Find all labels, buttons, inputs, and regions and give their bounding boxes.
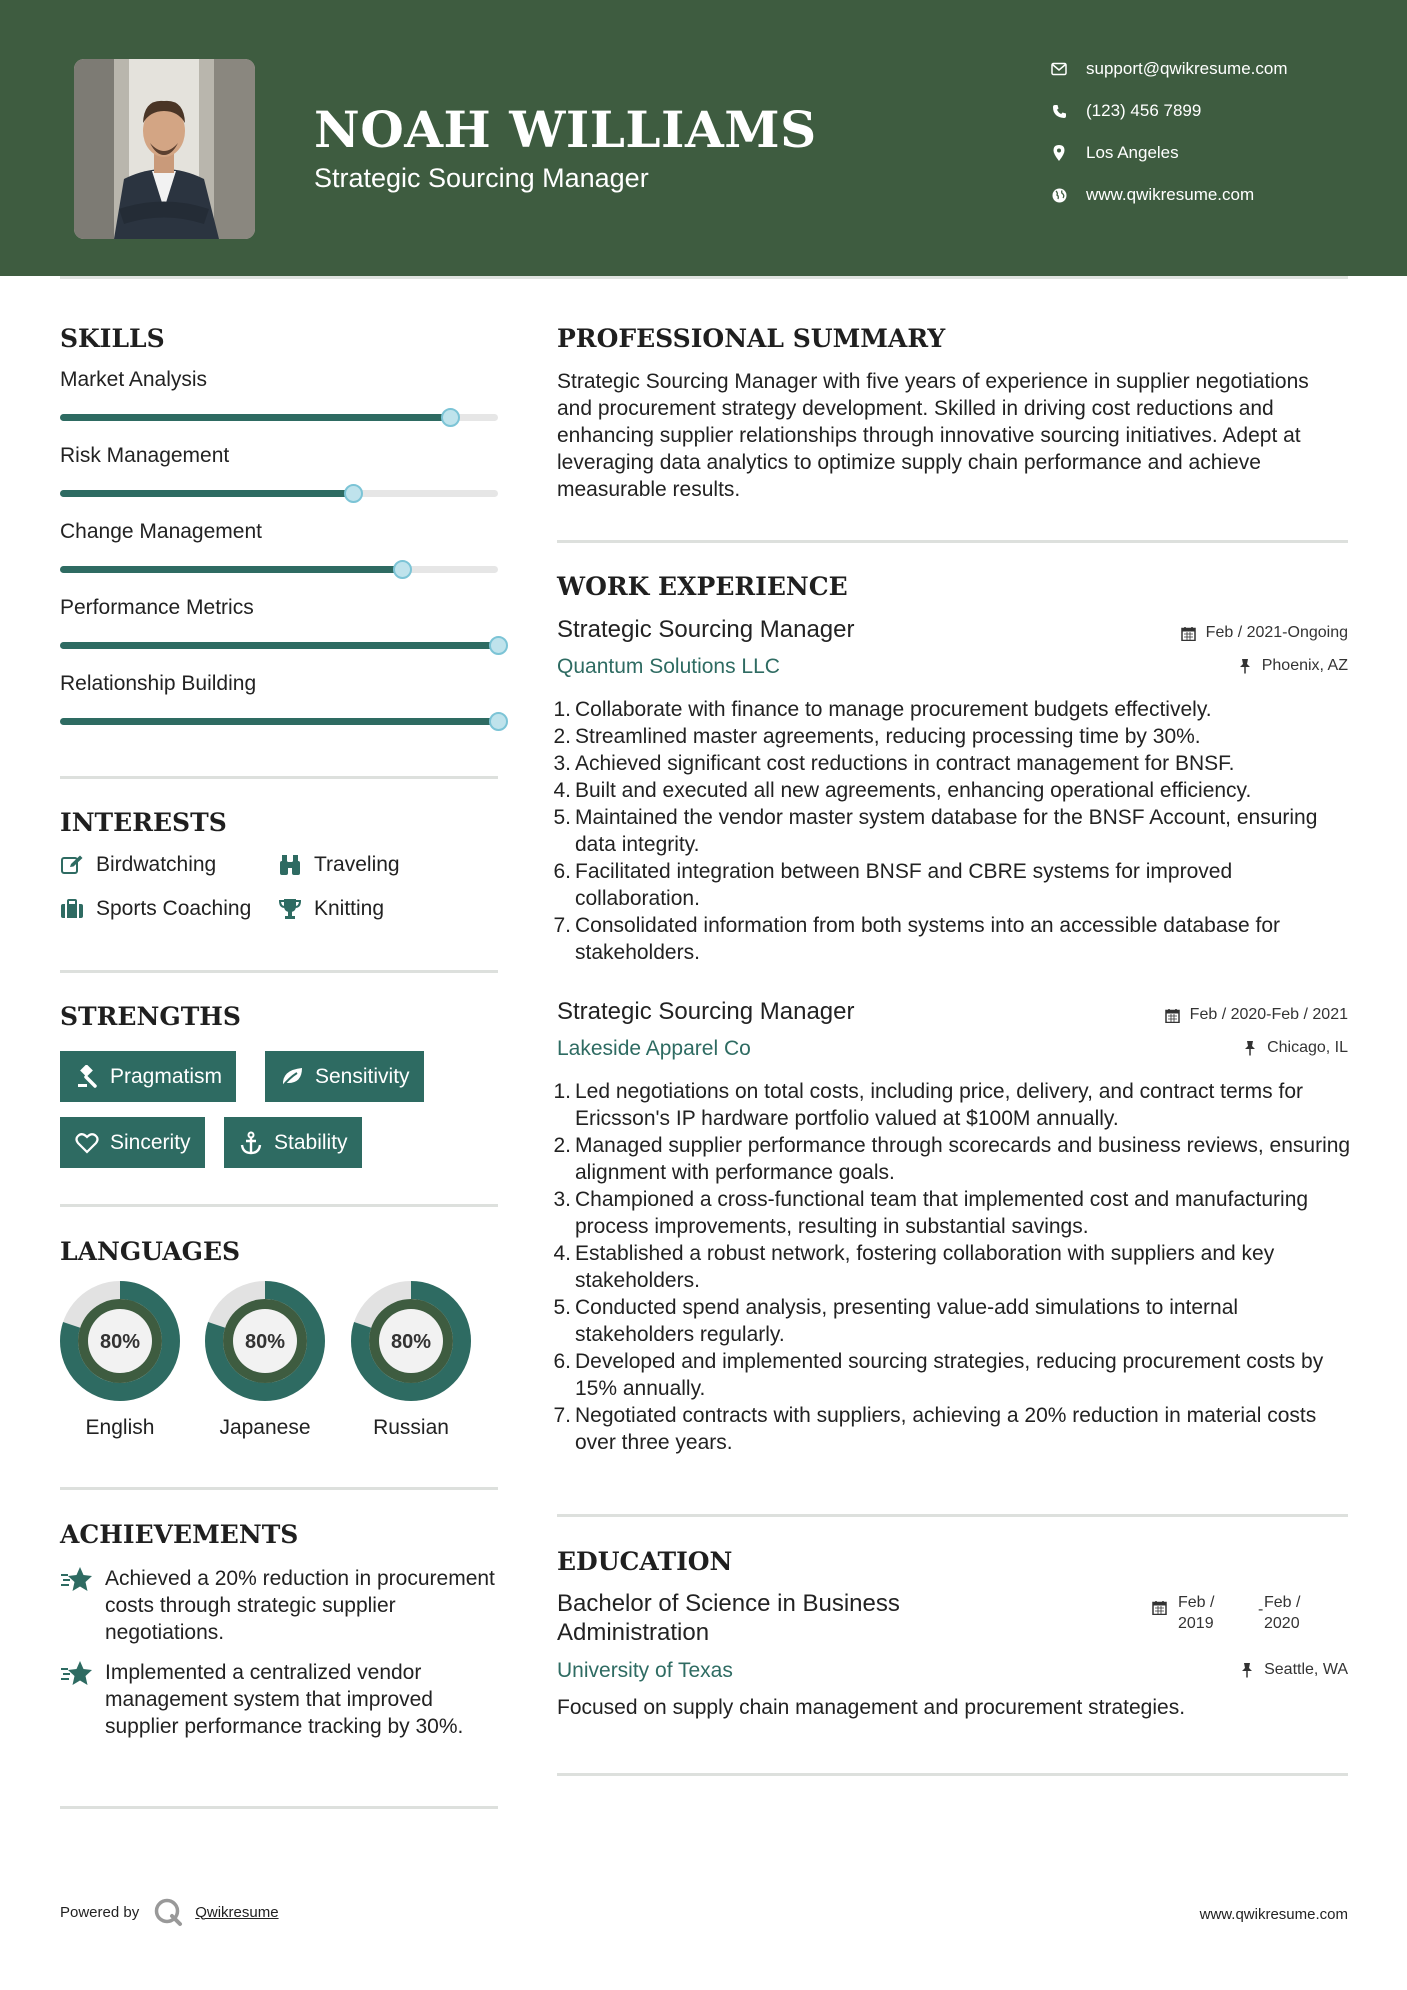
job-location bbox=[1241, 1039, 1348, 1057]
job-bullet bbox=[552, 1402, 1352, 1456]
bullet-number: 6. bbox=[553, 1350, 571, 1373]
language-item bbox=[59, 1280, 181, 1439]
contact-email[interactable] bbox=[1048, 54, 1368, 84]
interests-title: INTERESTS bbox=[60, 808, 227, 837]
job-company: Quantum Solutions LLC bbox=[557, 655, 780, 678]
anchor-icon bbox=[238, 1130, 264, 1156]
education-date-separator: - bbox=[1258, 1601, 1264, 1618]
skill-bar bbox=[60, 566, 498, 573]
education-school: University of Texas bbox=[557, 1659, 733, 1682]
achievement-text: Implemented a centralized vendor management system that improved supplier performance tracking by 30%. bbox=[105, 1661, 464, 1738]
education-location-text: Seattle, WA bbox=[1264, 1661, 1348, 1678]
interest-item bbox=[278, 897, 384, 921]
bullet-number: 3. bbox=[553, 752, 571, 775]
bullet-number: 3. bbox=[553, 1188, 571, 1211]
job-title: Strategic Sourcing Manager bbox=[557, 998, 855, 1025]
skill-bar-knob bbox=[489, 712, 508, 731]
strength-label: Sensitivity bbox=[315, 1064, 410, 1088]
experience-title: WORK EXPERIENCE bbox=[557, 572, 848, 601]
education-end bbox=[1264, 1592, 1300, 1634]
education-location bbox=[1238, 1661, 1348, 1679]
bullet-number: 1. bbox=[553, 698, 571, 721]
bullet-number: 1. bbox=[553, 1080, 571, 1103]
bullet-text: Negotiated contracts with suppliers, achieving a 20% reduction in material costs over three years. bbox=[575, 1404, 1317, 1454]
job-bullet bbox=[552, 723, 1352, 750]
header-divider bbox=[60, 276, 1348, 279]
bullet-text: Led negotiations on total costs, including price, delivery, and contract terms for Ericsson's IP hardware portfolio valued at $100M annually. bbox=[575, 1080, 1303, 1130]
pushpin-icon bbox=[1238, 1661, 1256, 1679]
contact-website-text: www.qwikresume.com bbox=[1086, 185, 1255, 204]
skill-bar-fill bbox=[60, 414, 450, 421]
skill-bar-knob bbox=[489, 636, 508, 655]
briefcase-icon bbox=[60, 897, 84, 921]
job-bullet bbox=[552, 804, 1352, 858]
language-percent: 80% bbox=[99, 1331, 141, 1353]
education-start-month: Feb / bbox=[1178, 1594, 1215, 1611]
education-start bbox=[1178, 1592, 1214, 1634]
language-label: Japanese bbox=[219, 1416, 311, 1439]
bullet-number: 5. bbox=[553, 806, 571, 829]
education-start-year: 2019 bbox=[1178, 1615, 1214, 1632]
bullet-text: Achieved significant cost reductions in contract management for BNSF. bbox=[575, 752, 1235, 775]
bullet-text: Developed and implemented sourcing strategies, reducing procurement costs by 15% annually. bbox=[575, 1350, 1324, 1400]
education-end-year: 2020 bbox=[1264, 1615, 1300, 1632]
interest-item bbox=[60, 853, 216, 877]
interest-label: Knitting bbox=[314, 897, 385, 920]
bullet-number: 2. bbox=[553, 725, 571, 748]
job-bullets bbox=[552, 696, 1352, 966]
language-donut bbox=[350, 1280, 472, 1402]
contact-location-text: Los Angeles bbox=[1086, 143, 1179, 162]
strength-label: Stability bbox=[274, 1130, 348, 1154]
job-bullets bbox=[552, 1078, 1352, 1456]
skill-bar-fill bbox=[60, 490, 353, 497]
language-donut bbox=[204, 1280, 326, 1402]
contact-phone-text: (123) 456 7899 bbox=[1086, 101, 1202, 120]
skill-label: Market Analysis bbox=[60, 368, 208, 391]
bullet-text: Established a robust network, fostering collaboration with suppliers and key stakeholders. bbox=[575, 1242, 1275, 1292]
skill-bar-knob bbox=[393, 560, 412, 579]
job-bullet bbox=[552, 1240, 1352, 1294]
envelope-icon bbox=[1048, 58, 1070, 80]
language-item bbox=[350, 1280, 472, 1439]
strength-label: Sincerity bbox=[110, 1130, 191, 1154]
bullet-text: Built and executed all new agreements, enhancing operational efficiency. bbox=[575, 779, 1252, 802]
skill-bar bbox=[60, 414, 498, 421]
qwikresume-link[interactable]: Qwikresume bbox=[195, 1903, 279, 1921]
qwikresume-logo-icon bbox=[153, 1897, 183, 1927]
pushpin-icon bbox=[1236, 657, 1254, 675]
footer-powered-by bbox=[60, 1897, 279, 1927]
skill-bar-fill bbox=[60, 642, 498, 649]
bullet-text: Facilitated integration between BNSF and CBRE systems for improved collaboration. bbox=[575, 860, 1233, 910]
section-divider bbox=[60, 1487, 498, 1490]
education-degree bbox=[557, 1589, 900, 1647]
job-bullet bbox=[552, 1132, 1352, 1186]
skill-bar bbox=[60, 718, 498, 725]
skill-label: Relationship Building bbox=[60, 672, 257, 695]
section-divider bbox=[60, 970, 498, 973]
job-date bbox=[1180, 624, 1348, 642]
language-percent: 80% bbox=[390, 1331, 432, 1353]
job-bullet bbox=[552, 912, 1352, 966]
section-divider bbox=[60, 1806, 498, 1809]
calendar-icon bbox=[1164, 1006, 1182, 1024]
language-item bbox=[204, 1280, 326, 1439]
skill-bar-knob bbox=[441, 408, 460, 427]
education-date bbox=[1152, 1592, 1348, 1632]
interest-item bbox=[60, 897, 251, 921]
skill-bar-knob bbox=[344, 484, 363, 503]
job-bullet bbox=[552, 1294, 1352, 1348]
contact-phone[interactable] bbox=[1048, 96, 1368, 126]
bullet-text: Collaborate with finance to manage procurement budgets effectively. bbox=[575, 698, 1212, 721]
strength-badge bbox=[60, 1117, 205, 1168]
skill-bar bbox=[60, 490, 498, 497]
achievements-title: ACHIEVEMENTS bbox=[60, 1520, 299, 1549]
job-date-text: Feb / 2021-Ongoing bbox=[1205, 624, 1348, 641]
section-divider bbox=[557, 1773, 1348, 1776]
bullet-number: 4. bbox=[553, 1242, 571, 1265]
section-divider bbox=[557, 540, 1348, 543]
globe-icon bbox=[1048, 184, 1070, 206]
calendar-icon bbox=[1152, 1600, 1167, 1620]
star-icon bbox=[60, 1659, 94, 1693]
bullet-text: Streamlined master agreements, reducing processing time by 30%. bbox=[575, 725, 1201, 748]
contact-email-text: support@qwikresume.com bbox=[1086, 59, 1288, 78]
languages-title: LANGUAGES bbox=[60, 1237, 241, 1266]
contact-website[interactable] bbox=[1048, 180, 1368, 210]
resume-header bbox=[0, 0, 1407, 276]
summary-title: PROFESSIONAL SUMMARY bbox=[557, 324, 946, 353]
bullet-number: 6. bbox=[553, 860, 571, 883]
phone-icon bbox=[1048, 100, 1070, 122]
job-date bbox=[1164, 1006, 1348, 1024]
section-divider bbox=[60, 1204, 498, 1207]
powered-by-label: Powered by bbox=[60, 1903, 140, 1921]
skill-label: Change Management bbox=[60, 520, 262, 543]
strength-label: Pragmatism bbox=[110, 1064, 223, 1088]
bullet-number: 4. bbox=[553, 779, 571, 802]
profile-photo bbox=[74, 59, 255, 239]
skill-label: Risk Management bbox=[60, 444, 230, 467]
job-location-text: Phoenix, AZ bbox=[1261, 657, 1348, 674]
skills-title: SKILLS bbox=[60, 324, 165, 353]
bullet-text: Managed supplier performance through scorecards and business reviews, ensuring alignment with performance goals. bbox=[575, 1134, 1351, 1184]
job-bullet bbox=[552, 696, 1352, 723]
job-bullet bbox=[552, 1078, 1352, 1132]
map-pin-icon bbox=[1048, 142, 1070, 164]
job-bullet bbox=[552, 777, 1352, 804]
skill-bar-fill bbox=[60, 718, 498, 725]
job-bullet bbox=[552, 1348, 1352, 1402]
interest-label: Sports Coaching bbox=[96, 897, 252, 920]
language-percent: 80% bbox=[244, 1331, 286, 1353]
job-date-text: Feb / 2020-Feb / 2021 bbox=[1189, 1006, 1348, 1023]
job-bullet bbox=[552, 858, 1352, 912]
skill-bar bbox=[60, 642, 498, 649]
achievement-item bbox=[60, 1659, 500, 1740]
bullet-number: 7. bbox=[553, 914, 571, 937]
education-end-month: Feb / bbox=[1264, 1594, 1301, 1611]
section-divider bbox=[557, 1514, 1348, 1517]
bullet-number: 7. bbox=[553, 1404, 571, 1427]
section-divider bbox=[60, 776, 498, 779]
bullet-text: Maintained the vendor master system database for the BNSF Account, ensuring data integrity. bbox=[575, 806, 1318, 856]
education-title: EDUCATION bbox=[557, 1547, 733, 1576]
job-location bbox=[1236, 657, 1348, 675]
binoculars-icon bbox=[278, 853, 302, 877]
edit-icon bbox=[60, 853, 84, 877]
interest-label: Traveling bbox=[314, 853, 400, 876]
footer-website[interactable]: www.qwikresume.com bbox=[1199, 1906, 1348, 1923]
job-company: Lakeside Apparel Co bbox=[557, 1037, 751, 1060]
trophy-icon bbox=[278, 897, 302, 921]
education-degree-line: Administration bbox=[557, 1619, 710, 1646]
contact-location bbox=[1048, 138, 1368, 168]
language-label: English bbox=[85, 1416, 155, 1439]
job-bullet bbox=[552, 1186, 1352, 1240]
job-bullet bbox=[552, 750, 1352, 777]
bullet-text: Championed a cross-functional team that implemented cost and manufacturing process improvements, resulting in substantial savings. bbox=[575, 1188, 1309, 1238]
job-location-text: Chicago, IL bbox=[1267, 1039, 1348, 1056]
bullet-text: Consolidated information from both systems into an accessible database for stakeholders. bbox=[575, 914, 1281, 964]
candidate-name: NOAH WILLIAMS bbox=[314, 100, 817, 159]
language-label: Russian bbox=[373, 1416, 449, 1439]
strength-badge bbox=[224, 1117, 362, 1168]
skill-bar-fill bbox=[60, 566, 402, 573]
bullet-number: 5. bbox=[553, 1296, 571, 1319]
achievement-item bbox=[60, 1565, 500, 1646]
strengths-title: STRENGTHS bbox=[60, 1002, 241, 1031]
bullet-number: 2. bbox=[553, 1134, 571, 1157]
candidate-role: Strategic Sourcing Manager bbox=[314, 163, 649, 193]
strength-badge bbox=[265, 1051, 424, 1102]
star-icon bbox=[60, 1565, 94, 1599]
gavel-icon bbox=[74, 1064, 100, 1090]
interest-label: Birdwatching bbox=[96, 853, 217, 876]
strength-badge bbox=[60, 1051, 236, 1102]
skill-label: Performance Metrics bbox=[60, 596, 254, 619]
education-degree-line: Bachelor of Science in Business bbox=[557, 1590, 900, 1617]
pushpin-icon bbox=[1241, 1039, 1259, 1057]
summary-text: Strategic Sourcing Manager with five years of experience in supplier negotiations and procurement strategy development. Skilled in driving cost reductions and enhancing supplier relationships through innovative sourcing initiatives. Adept at leveraging data analytics to optimize supply chain performance and achieve measurable results. bbox=[557, 370, 1309, 501]
leaf-icon bbox=[279, 1064, 305, 1090]
job-title: Strategic Sourcing Manager bbox=[557, 616, 855, 643]
calendar-icon bbox=[1180, 624, 1198, 642]
achievement-text: Achieved a 20% reduction in procurement costs through strategic supplier negotiations. bbox=[105, 1567, 495, 1644]
language-donut bbox=[59, 1280, 181, 1402]
heart-icon bbox=[74, 1130, 100, 1156]
interest-item bbox=[278, 853, 400, 877]
bullet-text: Conducted spend analysis, presenting value-add simulations to internal stakeholders regularly. bbox=[575, 1296, 1239, 1346]
education-description: Focused on supply chain management and procurement strategies. bbox=[557, 1696, 1186, 1719]
